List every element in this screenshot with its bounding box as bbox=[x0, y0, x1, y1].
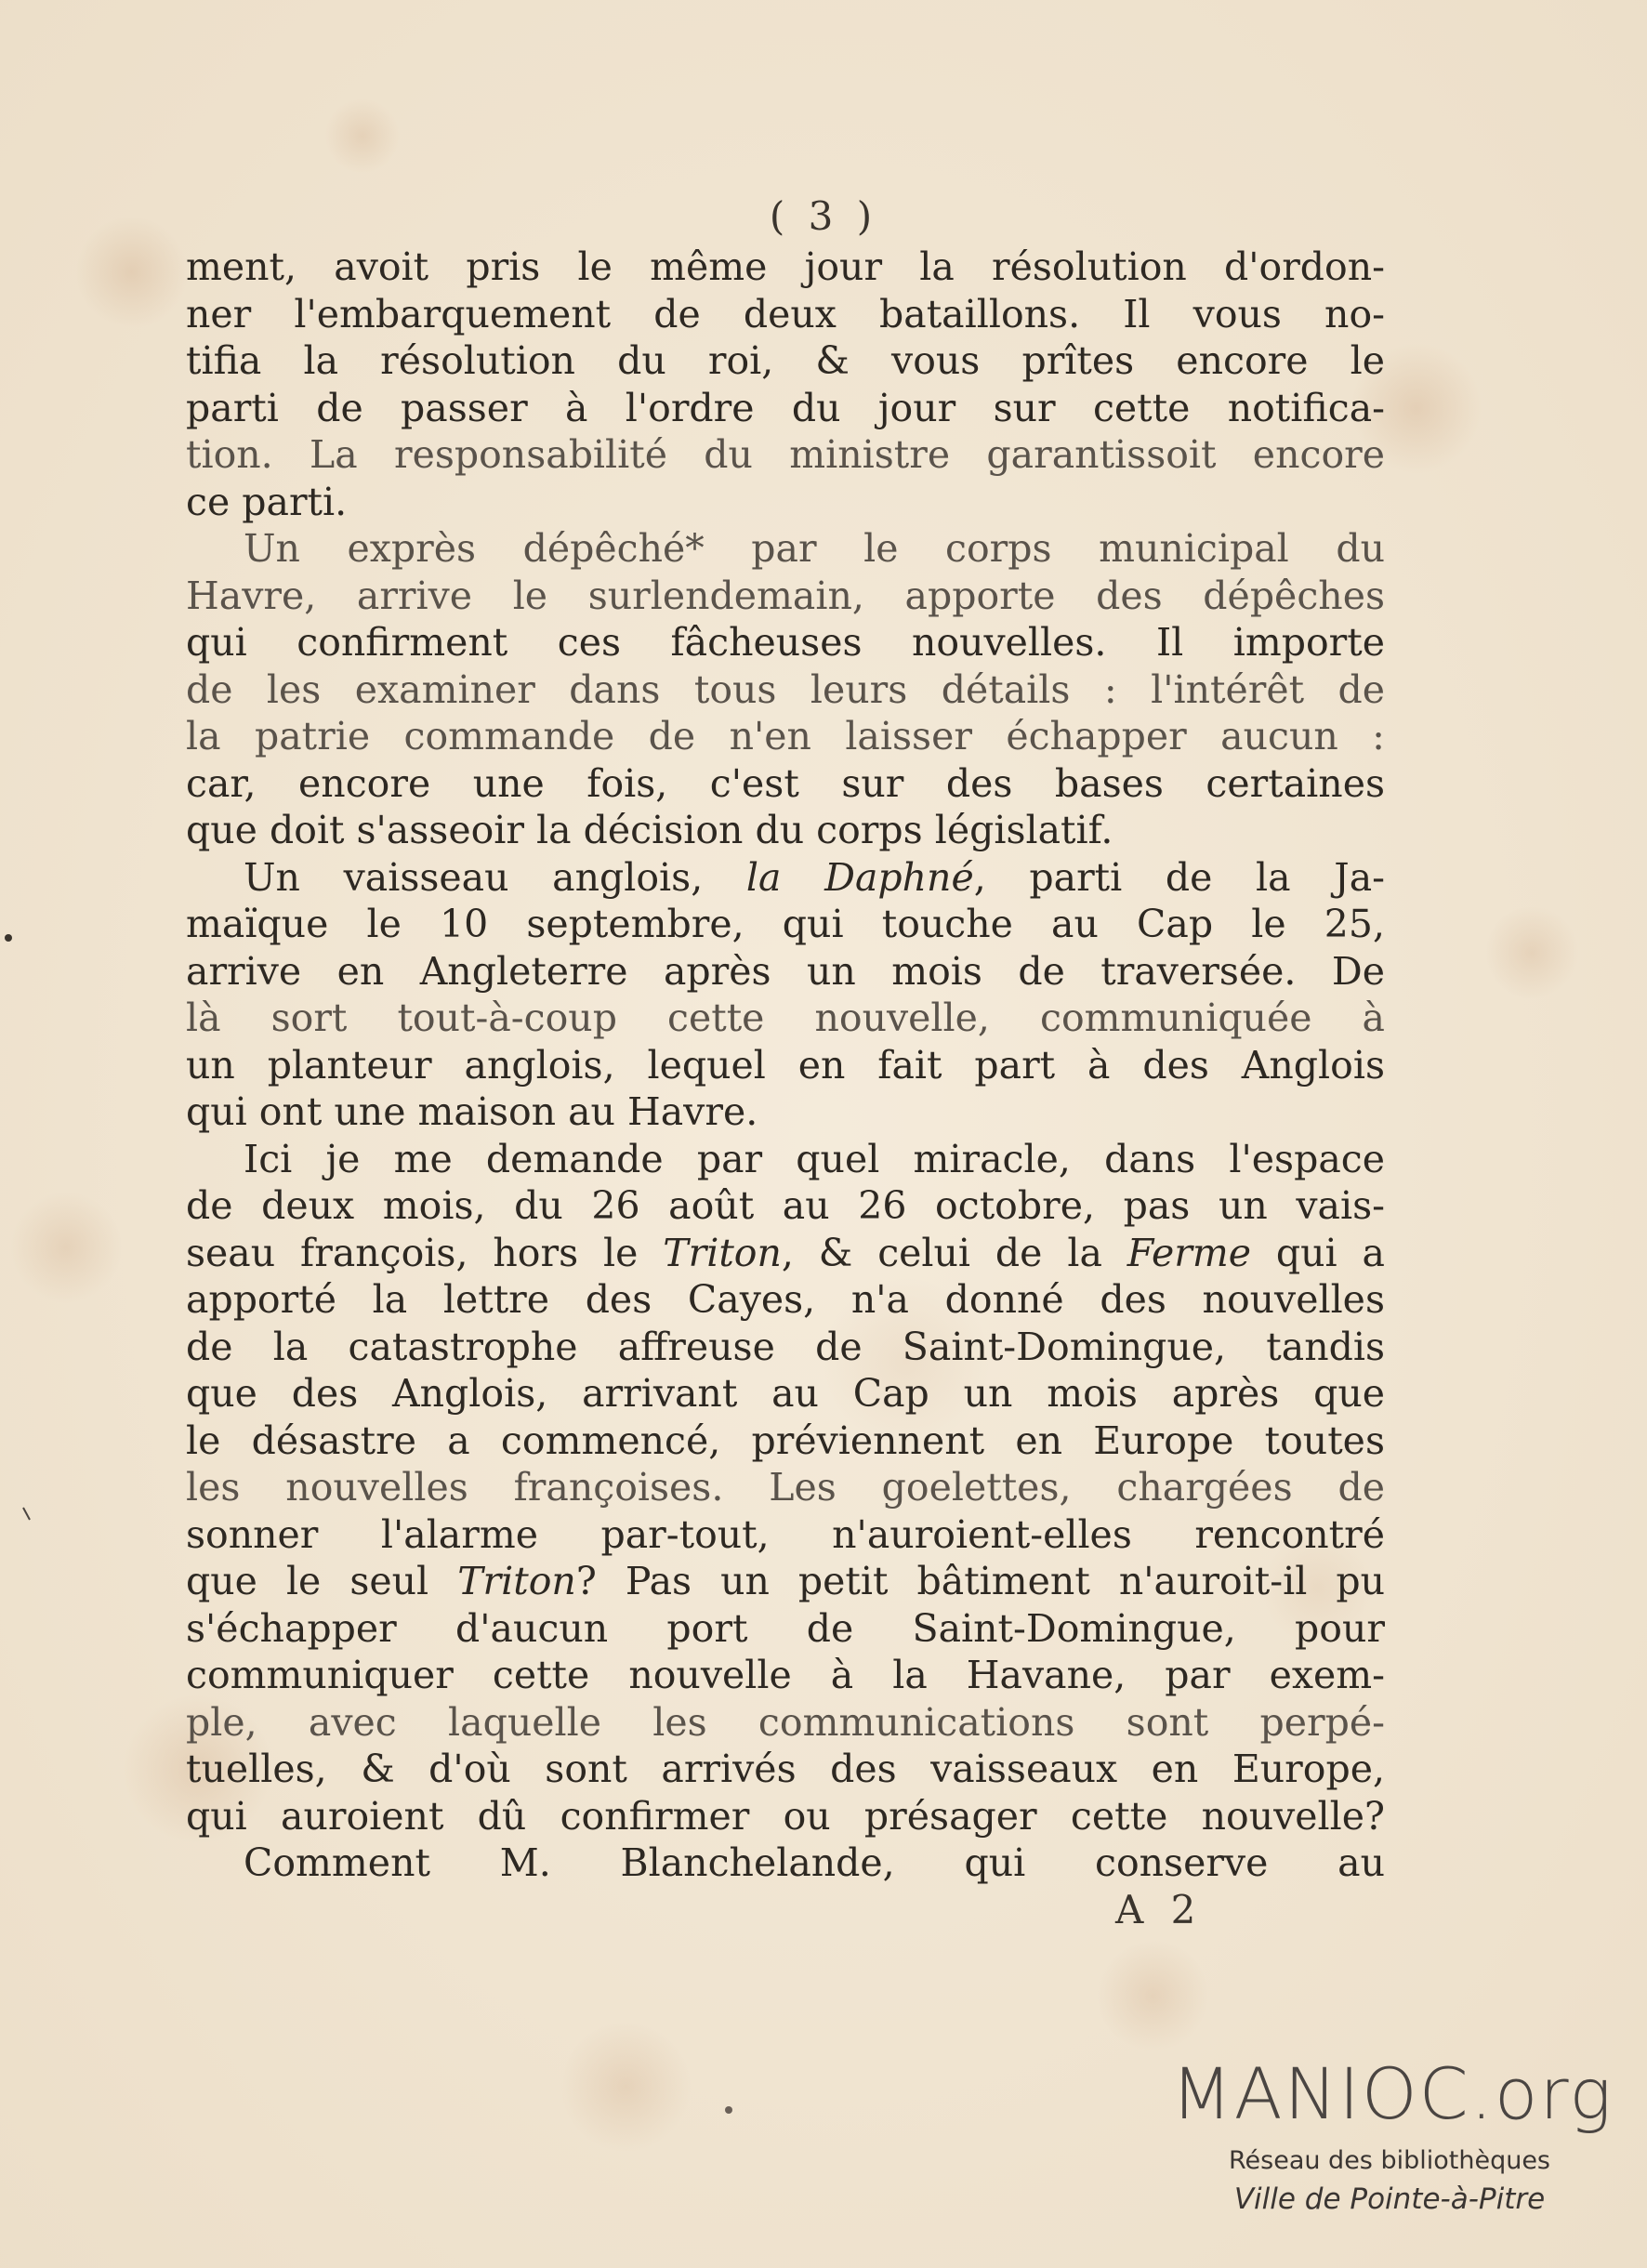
text-line: communiquer cette nouvelle à la Havane, par exem- bbox=[186, 1653, 1385, 1697]
text-line bbox=[186, 854, 1385, 902]
text-line: qui auroient dû confirmer ou présager cette nouvelle? bbox=[186, 1793, 1385, 1839]
manioc-watermark bbox=[1171, 2052, 1614, 2216]
body-text bbox=[186, 244, 1385, 1887]
text-line: qui confirment ces fâcheuses nouvelles. Il importe bbox=[186, 620, 1385, 665]
text-line: s'échapper d'aucun port de Saint-Domingue, pour bbox=[186, 1605, 1385, 1651]
text-line: la patrie commande de n'en laisser échapper aucun : bbox=[186, 714, 1385, 758]
text-line: maïque le 10 septembre, qui touche au Cap le 25, bbox=[186, 902, 1385, 946]
paper-speck bbox=[721, 2103, 736, 2117]
text-line: qui ont une maison au Havre. bbox=[186, 1089, 758, 1134]
text-line: Havre, arrive le surlendemain, apporte des dépêches bbox=[186, 573, 1385, 618]
text-segment: que le seul bbox=[186, 1559, 458, 1603]
text-line: parti de passer à l'ordre du jour sur cette notifica- bbox=[186, 385, 1385, 430]
text-line: ce parti. bbox=[186, 479, 348, 524]
manioc-logo: MANIOC.org bbox=[1171, 2052, 1614, 2135]
text-line: de les examiner dans tous leurs détails : l'intérêt de bbox=[186, 666, 1385, 712]
paper-speck bbox=[2, 931, 15, 944]
ship-name: la Daphné bbox=[745, 854, 974, 900]
text-line: tifia la résolution du roi, & vous prîtes encore le bbox=[186, 338, 1385, 383]
text-segment: ? Pas un petit bâtiment n'auroit-il pu bbox=[575, 1559, 1385, 1603]
text-segment: , & celui de la bbox=[781, 1230, 1127, 1275]
text-line bbox=[186, 1230, 1385, 1277]
signature-mark: A 2 bbox=[1115, 1887, 1204, 1932]
text-line: les nouvelles françoises. Les goelettes, chargées de bbox=[186, 1465, 1385, 1510]
ship-name: Ferme bbox=[1127, 1230, 1251, 1275]
text-line: tion. La responsabilité du ministre garantissoit encore bbox=[186, 432, 1385, 477]
text-line: que des Anglois, arrivant au Cap un mois après que bbox=[186, 1371, 1385, 1416]
text-line: le désastre a commencé, préviennent en Europe toutes bbox=[186, 1418, 1385, 1463]
text-line: arrive en Angleterre après un mois de traversée. De bbox=[186, 948, 1385, 994]
paper-speck bbox=[20, 1506, 33, 1523]
ship-name: Triton bbox=[457, 1559, 576, 1603]
text-line: de la catastrophe affreuse de Saint-Domingue, tandis bbox=[186, 1324, 1385, 1369]
page-number: ( 3 ) bbox=[769, 193, 878, 239]
text-line: ple, avec laquelle les communications sont perpé- bbox=[186, 1699, 1385, 1745]
ship-name: Triton bbox=[663, 1230, 782, 1275]
text-line: tuelles, & d'où sont arrivés des vaisseaux en Europe, bbox=[186, 1747, 1385, 1791]
logo-location: Ville de Pointe-à-Pitre bbox=[1233, 2182, 1546, 2216]
text-line: sonner l'alarme par-tout, n'auroient-elles rencontré bbox=[186, 1511, 1385, 1557]
text-line: là sort tout-à-coup cette nouvelle, communiquée à bbox=[186, 996, 1385, 1040]
text-line: apporté la lettre des Cayes, n'a donné des nouvelles bbox=[186, 1277, 1385, 1322]
text-line: un planteur anglois, lequel en fait part à des Anglois bbox=[186, 1042, 1385, 1088]
text-line bbox=[186, 1558, 1385, 1605]
text-segment: , parti de la Ja- bbox=[973, 854, 1385, 900]
text-line: que doit s'asseoir la décision du corps législatif. bbox=[186, 808, 1113, 852]
text-line: ment, avoit pris le même jour la résolution d'ordon- bbox=[186, 244, 1385, 289]
text-segment: qui a bbox=[1251, 1230, 1385, 1275]
logo-subtitle: Réseau des bibliothèques bbox=[1228, 2146, 1551, 2175]
text-segment: seau françois, hors le bbox=[186, 1230, 664, 1275]
text-line: Comment M. Blanchelande, qui conserve au bbox=[244, 1840, 1385, 1885]
text-line: ner l'embarquement de deux bataillons. Il vous no- bbox=[186, 291, 1385, 336]
text-line: Un exprès dépêché* par le corps municipal du bbox=[244, 526, 1385, 571]
text-line: de deux mois, du 26 août au 26 octobre, pas un vais- bbox=[186, 1183, 1385, 1228]
text-segment: Un vaisseau anglois, bbox=[244, 854, 746, 900]
text-line: car, encore une fois, c'est sur des bases certaines bbox=[186, 760, 1385, 806]
text-line: Ici je me demande par quel miracle, dans l'espace bbox=[244, 1136, 1385, 1181]
